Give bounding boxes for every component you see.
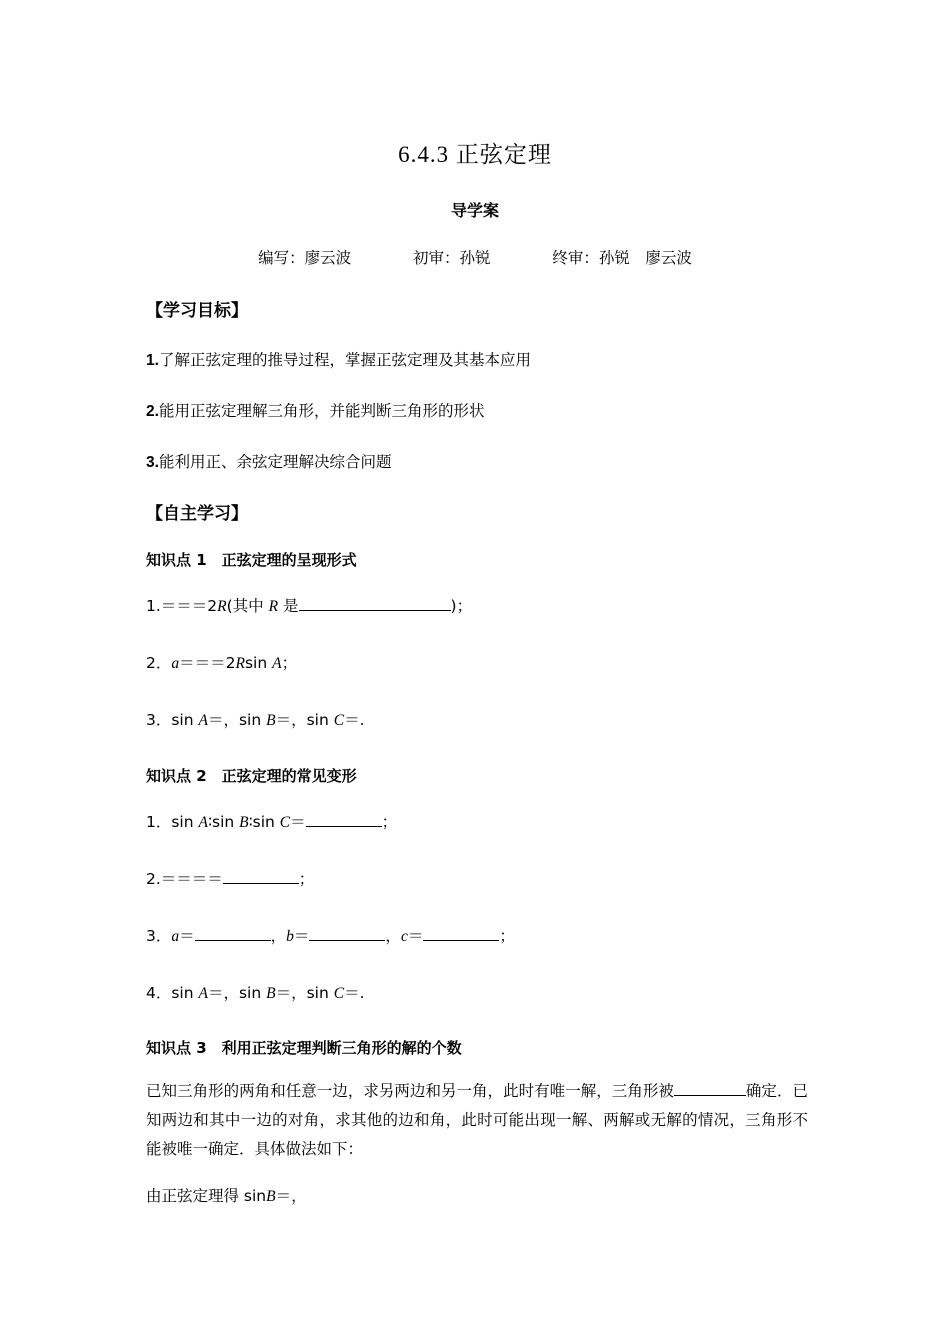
knowledge-point-1-title: 知识点 1 正弦定理的呈现形式 <box>146 551 357 569</box>
fill-blank <box>195 926 271 941</box>
kp2-line-2: 2.＝＝＝＝ ； <box>146 870 315 888</box>
page-title: 6.4.3 正弦定理 <box>398 142 552 167</box>
goals-heading: 【学习目标】 <box>146 301 248 321</box>
fill-blank <box>223 869 299 884</box>
kp2-line-4: 4．sin A＝，sin B＝，sin C＝. <box>146 984 365 1002</box>
knowledge-point-2-title: 知识点 2 正弦定理的常见变形 <box>146 767 357 785</box>
kp3-paragraph: 已知三角形的两角和任意一边，求另两边和另一角，此时有唯一解，三角形被 确定．已知两边和其中一边的对角，求其他的边和角，此时可能出现一解、两解或无解的情况，三角形不能被唯一确定．具体做法如下： <box>146 1082 808 1158</box>
kp2-line-3: 3．a＝ ，b＝ ，c＝ ； <box>146 927 515 945</box>
first-reviewer: 初审：孙锐 <box>412 249 491 267</box>
kp1-line-3: 3．sin A＝，sin B＝，sin C＝. <box>146 711 365 729</box>
kp1-line-1: 1.＝＝＝2R(其中 R 是 )； <box>146 597 473 615</box>
kp2-line-1: 1．sin A∶sin B∶sin C＝ ； <box>146 813 398 831</box>
fill-blank <box>423 926 499 941</box>
goal-item: 3.能利用正、余弦定理解决综合问题 <box>146 453 392 471</box>
writer: 编写：廖云波 <box>258 249 352 267</box>
author-line <box>0 246 950 268</box>
page-subtitle: 导学案 <box>450 201 499 220</box>
fill-blank <box>306 812 382 827</box>
goal-item: 1.了解正弦定理的推导过程，掌握正弦定理及其基本应用 <box>146 351 531 369</box>
kp1-line-2: 2．a＝＝＝2Rsin A； <box>146 654 298 672</box>
fill-blank <box>309 926 385 941</box>
knowledge-point-3-title: 知识点 3 利用正弦定理判断三角形的解的个数 <box>146 1039 462 1057</box>
kp3-last-line: 由正弦定理得 sinB＝， <box>146 1187 307 1205</box>
fill-blank <box>299 596 451 611</box>
self-study-heading: 【自主学习】 <box>146 504 248 524</box>
final-reviewer: 终审：孙锐 廖云波 <box>552 249 692 267</box>
fill-blank <box>674 1081 746 1096</box>
goal-item: 2.能用正弦定理解三角形，并能判断三角形的形状 <box>146 402 485 420</box>
